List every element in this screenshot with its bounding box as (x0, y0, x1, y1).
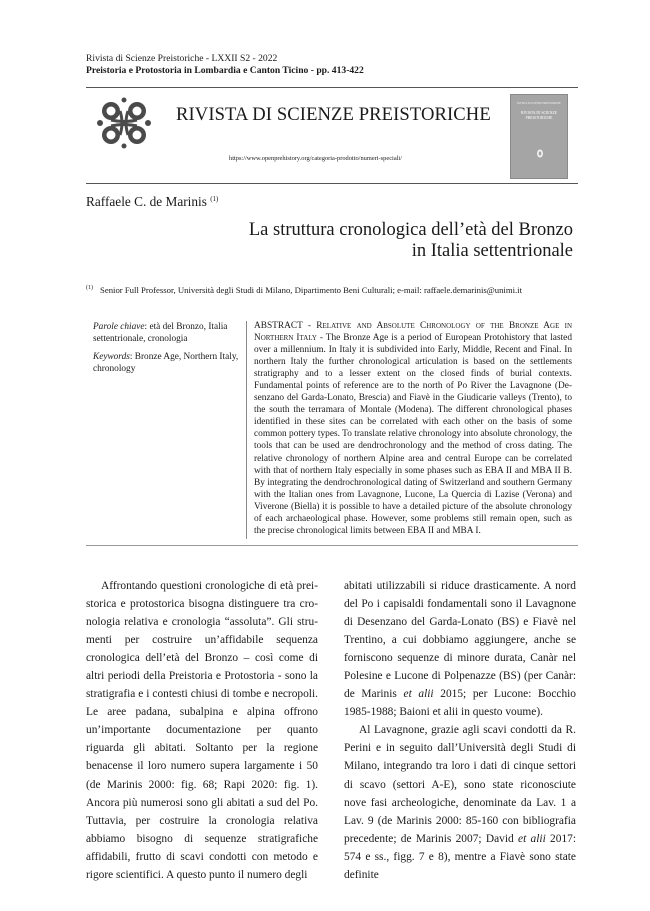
body-paragraph: abitati utilizzabili si riduce drasticamente. A nord del Po i capisaldi fondamentali sono il Lavagnone di Desenzano del Garda-Lonato (BS) e Fiavè nel Trentino, a cui dobbiamo aggiungere, anche se forniscono sequenze di minore durata, Canàr nel Polesine e Lucone di Polpenazze (BS) (per Canàr: de Marinis et alii 2015; per Lucone: Bocchio 1985-1988; Baioni et alii in questo voume). (344, 580, 576, 719)
keywords-block (93, 321, 243, 381)
cover-emblem-icon (536, 149, 544, 158)
journal-url-link[interactable]: https://www.openprehistory.org/categoria-prodotto/numeri-speciali/ (229, 155, 402, 162)
affiliation-mark: (1) (86, 285, 93, 291)
body-paragraph: Affrontando questioni cronologiche di età preistorica e protostorica bisogna distinguere tra cronologia relativa e cronologia “assoluta”. Gli strumenti per costruire un’affidabile sequenza cronologica dell’età del Bronzo – così come di altri periodi della Preistoria e Protostoria - sono la stratigrafia e i contesti chiusi di tombe e necropoli. Le aree padana, subalpina e alpina offrono un’importante documentazione per quanto riguarda gli abitati. Soltanto per la regione benacense il loro numero supera largamente i 50 (de Marinis 2000: fig. 68; Rapi 2020: fig. 1). Ancora più numerosi sono gli abitati a sud del Po. Tuttavia, per costruire la cronologia relativa abbiamo bisogno di sequenze stratigrafiche affidabili, frutto di scavi condotti con metodo e rigore scientifici. A questo punto il numero degli (86, 580, 318, 881)
keywords-italian: Parole chiave: età del Bronzo, Italia settentrionale, cronologia (93, 322, 228, 345)
abstract (254, 320, 572, 537)
journal-issue-line: Rivista di Scienze Preistoriche - LXXII S2 - 2022 (86, 53, 278, 64)
issue-title-line: Preistoria e Protostoria in Lombardia e Canton Ticino - pp. 413-422 (86, 65, 364, 76)
knot-ornament-icon (96, 97, 152, 149)
body-paragraph: Al Lavagnone, grazie agli scavi condotti da R. Perini e in seguito dall’Università degli Studi di Milano, integrando tra loro i dati di cinque settori di scavo (settori A-E), sono state riconosciute nove fasi archeologiche, denominate da Lav. 1 a Lav. 9 (de Marinis 2000: 85-160 con bibliografia precedente; de Marinis 2007; David et alii 2017: 574 e ss., figg. 7 e 8), mentre a Fiavè sono state definite (344, 724, 577, 881)
masthead-rule (86, 183, 578, 184)
header-rule (86, 87, 578, 88)
cover-top-text: RIVISTA DI SCIENZE PREISTORICHE (517, 102, 561, 105)
author-affiliation: $^{(1)}$ Senior Full Professor, Università degli Studi di Milano, Dipartimento Beni Culturali; e-mail: raffaele.demarinis@unimi.it (86, 285, 523, 295)
abstract-body: - The Bronze Age is a period of European Protohistory that lasted over a millennium. In Italy it is subdivided into Early, Middle, Recent and Final. In northern Italy the further chronological articulation is based on the settlements stratigraphy and to a lesser extent on the closed finds of burial contexts. Fundamental points of reference are to the north of Po River the Lavagnone (Desenzano del Garda-Lonato, Brescia) and Fiavè in the Giudicarie valleys (Trento), to the south the terramara of Montale (Modena). The different chronological phases identified in these sites can be correlated with each other on the basis of some common pottery types. To translate relative chronology into absolute chronology, the tools that can be used are dendrochronology and the method of cross dating. The relative chronology of northern Alpine area and central Europe can be correlated with that of northern Italy especially in some phases such as EBA II and MBA II B. By integrating the dendrochronological dating of Switzerland and southern Germany with the Italian ones from Lavagnone, Lucone, La Quercia di Lazise (Verona) and Viverone (Biella) it is possible to have a detailed picture of the absolute chronology of each archaeological phase. However, some problems still remain open, such as the precise chronological limits between EBA II and MBA I. (254, 333, 572, 536)
abstract-divider (246, 321, 247, 539)
article-title: La struttura cronologica dell’età del Bronzo in Italia settentrionale (248, 220, 573, 261)
keywords-english: Keywords: Bronze Age, Northern Italy, chronology (93, 351, 239, 375)
cover-title: RIVISTA DI SCIENZE PREISTORICHE (521, 111, 557, 120)
journal-cover-thumbnail (510, 94, 568, 179)
author-note-mark: (1) (210, 195, 219, 203)
abstract-label: ABSTRACT - (254, 321, 317, 331)
abstract-rule (86, 545, 578, 546)
body-column-right (344, 577, 576, 884)
body-column-left (86, 577, 318, 884)
author-name: Raffaele C. de Marinis $^{(1)}$ (86, 194, 219, 209)
journal-name: RIVISTA DI SCIENZE PREISTORICHE (176, 104, 491, 125)
abstract-heading: Relative and Absolute Chronology of the Bronze Age in Northern Italy (254, 321, 573, 344)
